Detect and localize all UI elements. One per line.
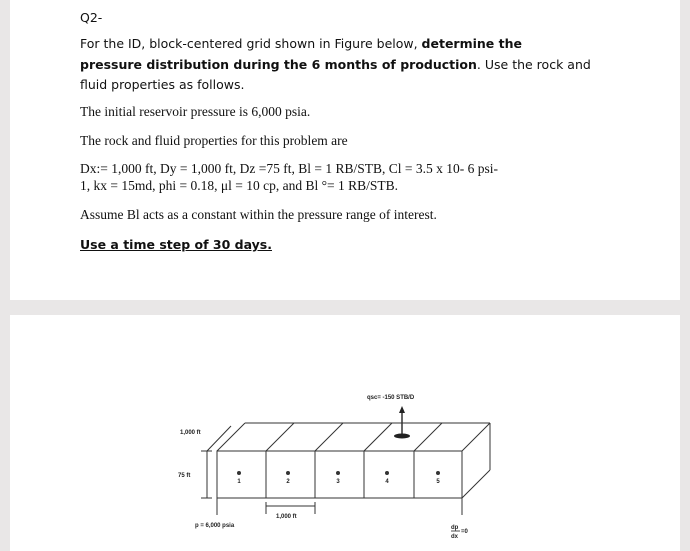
block-2: 2 bbox=[286, 479, 290, 485]
right-boundary-den: dx bbox=[451, 534, 459, 540]
initial-pressure: The initial reservoir pressure is 6,000 psia. bbox=[80, 104, 311, 119]
height-label: 75 ft bbox=[178, 473, 191, 479]
properties-line-1: Dx:= 1,000 ft, Dy = 1,000 ft, Dz =75 ft, Bl = 1 RB/STB, Cl = 3.5 x 10- 6 psi- bbox=[80, 161, 498, 176]
intro-line-3: fluid properties as follows. bbox=[80, 77, 245, 92]
properties-line-2: 1, kx = 15md, phi = 0.18, μl = 10 cp, and Bl °= 1 RB/STB. bbox=[80, 178, 398, 193]
rate-label: qsc= -150 STB/D bbox=[367, 395, 415, 401]
width-label: 1,000 ft bbox=[180, 430, 201, 436]
length-label: 1,000 ft bbox=[276, 514, 297, 520]
front-face bbox=[217, 451, 462, 498]
intro-bold-2: pressure distribution during the 6 months of production bbox=[80, 57, 477, 72]
time-step: Use a time step of 30 days. bbox=[80, 237, 272, 252]
question-label: Q2- bbox=[80, 10, 103, 25]
block-3: 3 bbox=[336, 479, 340, 485]
properties-heading: The rock and fluid properties for this problem are bbox=[80, 133, 348, 148]
assumption: Assume Bl acts as a constant within the pressure range of interest. bbox=[80, 207, 437, 222]
right-boundary-num: dp bbox=[451, 525, 459, 531]
intro-rest: . Use the rock and bbox=[476, 57, 591, 72]
block-4: 4 bbox=[385, 479, 389, 485]
block-1: 1 bbox=[237, 479, 241, 485]
well-icon bbox=[394, 434, 410, 439]
block-5: 5 bbox=[436, 479, 440, 485]
right-boundary-val: =0 bbox=[461, 529, 468, 535]
left-boundary: p = 6,000 psia bbox=[195, 523, 235, 529]
intro-text: For the ID, block-centered grid shown in Figure below, bbox=[80, 36, 422, 51]
width-dimension bbox=[207, 426, 231, 451]
intro-bold-1: determine the bbox=[421, 36, 522, 51]
